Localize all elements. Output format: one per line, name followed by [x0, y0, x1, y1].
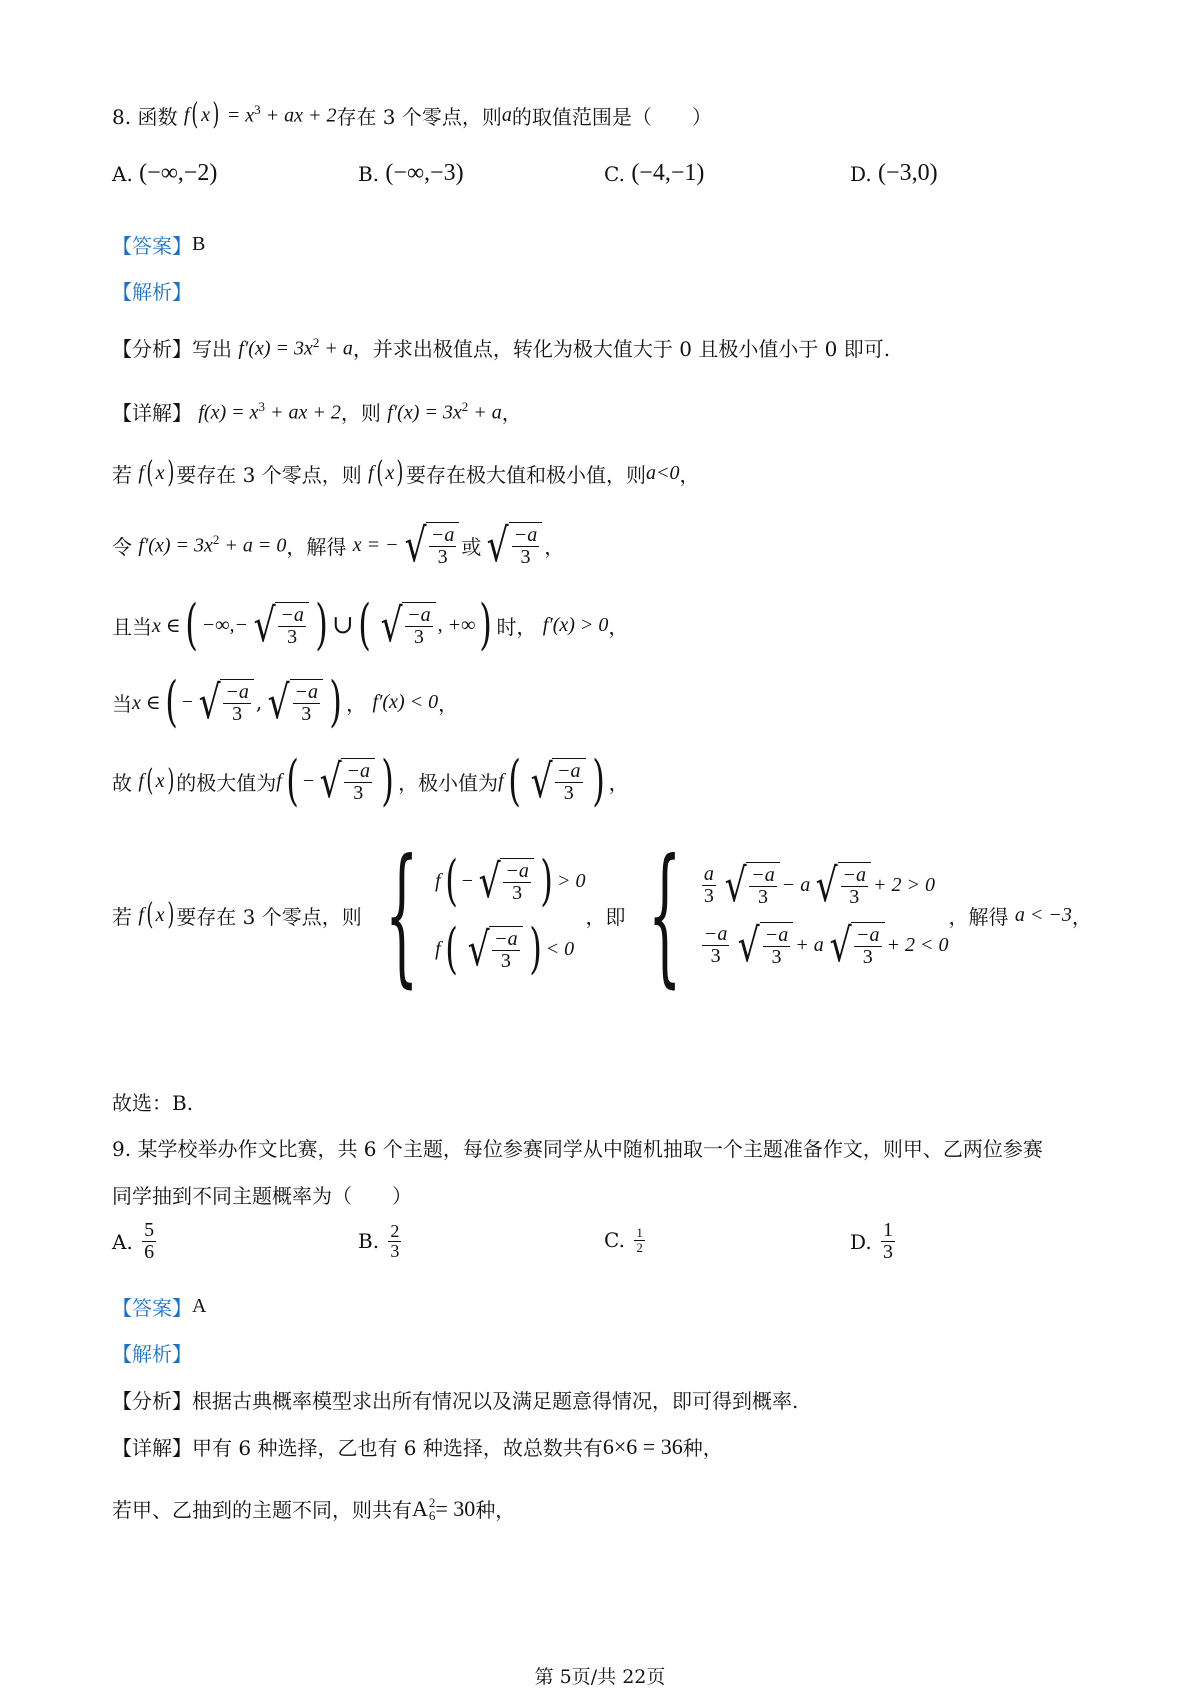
q9-fenxi: 【分析】 根据古典概率模型求出所有情况以及满足题意得情况，即可得到概率. — [112, 1389, 799, 1413]
q9-step-1: 【详解】 甲有 6 种选择，乙也有 6 种选择，故总数共有 6×6 = 36 种， — [112, 1433, 723, 1460]
q8-step-7: 若 f ( x ) 要存在 3 个零点，则 { f ( − √ $\frac{-a}{3}$ ) > 0 f ( √ $\frac{-a}{3}$ ) < 0 ，即 { $\frac{a}{3}$ √ $\frac{-a}{3}$ − a √ $\frac{-a}{3}$ + 2 > 0 $\frac{-a}{3}$ √ $\frac{-a}{3}$ + a √ $\frac{-a}{3}$ + 2 < 0 ，解得 a < −3 ， — [112, 828, 1092, 1002]
q9-step-2: 若甲、乙抽到的主题不同，则共有 A 2 6 = 30 种， — [112, 1494, 516, 1523]
q9-option-c: C. $\frac{1}{2}$ — [604, 1225, 643, 1255]
q8-fenxi: 【分析】 写出 $f'(x) = 3x^2 + a$ ，并求出极值点，转化为极大值大于 0 且极小值小于 0 即可. — [112, 334, 891, 361]
q8-option-c: C. (−4,−1) — [604, 160, 705, 186]
q9-answer: 【答案】 A — [112, 1295, 207, 1320]
q8-option-a: A. (−∞,−2) — [112, 160, 218, 186]
q8-answer: 【答案】 B — [112, 233, 206, 258]
q8-stem: 8. 函数 f ( x ) = $x^3$ + ax + 2 存在 3 个零点，则 a 的取值范围是（ ） — [112, 97, 712, 132]
q9-stem-line-2: 同学抽到不同主题概率为（ ） — [112, 1184, 412, 1208]
q9-option-a: A. $\frac{5}{6}$ — [112, 1219, 155, 1263]
q8-step-3: 令 $f'(x) = 3x^2 + a = 0$ ，解得 x = − √ $\frac{-a}{3}$ 或 √ $\frac{-a}{3}$ ， — [112, 518, 565, 572]
q8-step-4: 且当 x ∈ ( −∞,− √ $\frac{-a}{3}$ ) ∪ ( √ $\frac{-a}{3}$ , +∞ ) 时， f′(x) > 0 ， — [112, 593, 629, 656]
q8-option-d: D. (−3,0) — [850, 160, 938, 186]
q8-conclusion: 故选：B. — [112, 1091, 194, 1115]
system-2: $\frac{a}{3}$ √ $\frac{-a}{3}$ − a √ $\frac{-a}{3}$ + 2 > 0 $\frac{-a}{3}$ √ $\frac{-a}{3}$ + a √ $\frac{-a}{3}$ + 2 < 0 — [703, 858, 949, 972]
page-footer: 第 5页/共 22页 — [534, 1666, 666, 1688]
q8-option-b: B. (−∞,−3) — [358, 160, 464, 186]
q8-step-5: 当 x ∈ ( − √ $\frac{-a}{3}$ , √ $\frac{-a}{3}$ ) ， f′(x) < 0 ， — [112, 670, 459, 733]
q8-step-6: 故 f ( x ) 的极大值为 f ( − √ $\frac{-a}{3}$ ) ，极小值为 f ( √ $\frac{-a}{3}$ ) ， — [112, 749, 629, 812]
q9-analysis-tag: 【解析】 — [112, 1342, 192, 1366]
q8-step-2: 若 f ( x ) 要存在 3 个零点，则 f ( x ) 要存在极大值和极小值，则 a<0 ， — [112, 455, 700, 490]
system-1: f ( − √ $\frac{-a}{3}$ ) > 0 f ( √ $\frac{-a}{3}$ ) < 0 — [435, 849, 586, 980]
q9-option-b: B. $\frac{2}{3}$ — [358, 1221, 400, 1261]
q9-stem-line-1: 9. 某学校举办作文比赛，共 6 个主题，每位参赛同学从中随机抽取一个主题准备作文，则甲、乙两位参赛 — [112, 1137, 1043, 1161]
q9-option-d: D. $\frac{1}{3}$ — [850, 1219, 894, 1263]
q8-step-1: 【详解】 $f(x) = x^3$ + ax + 2 ，则 $f'(x) = 3x^2 + a$ ， — [112, 398, 522, 425]
q8-analysis-tag: 【解析】 — [112, 280, 192, 304]
